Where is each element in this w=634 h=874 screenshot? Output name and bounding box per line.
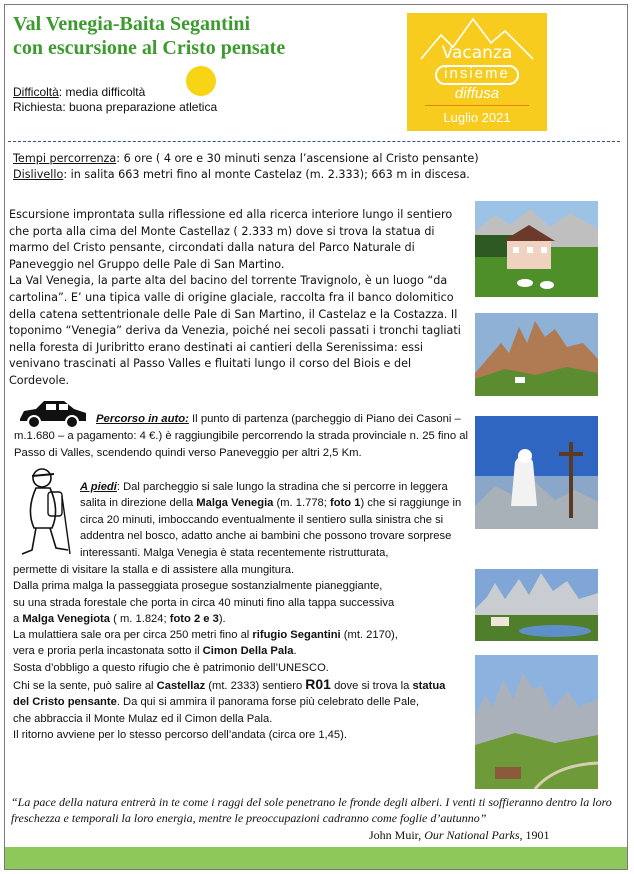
- route-line-3: su una strada forestale che porta in circa 40 minuti fino alla tappa successiva: [13, 596, 395, 609]
- quote-text: “La pace della natura entrerà in te come i raggi del sole penetrano le fronde degli alberi. I venti ti soffieranno dentro la loro freschezza e temporali la loro energia, mentre le preoccupazioni cadranno come foglie d’autunno”: [11, 795, 612, 825]
- intro-p1: Escursione improntata sulla riflessione ed alla ricerca interiore lungo il sentiero che porta alla cima del Monte Castellaz ( 2.333 m) dove si trova la statua di marmo del Cristo pensante, circondati dalla natura del Parco Naturale di Paneveggio nel Gruppo delle Pale di San Martino.: [9, 208, 453, 271]
- cristo-pensante-bold: del Cristo pensante: [13, 696, 117, 709]
- logo-line-1: Vacanza: [441, 43, 513, 63]
- auto-label: Percorso in auto:: [96, 413, 189, 425]
- piedi-text-3: ) che si raggiunge in circa 20 minuti, imboccando eventualmente il sentiero sulla sinistra che si addentra nel bosco, adatto anche ai bambini che possono trovare sorprese interessanti. Malga Venegia è stata recentemente ristrutturata,: [80, 497, 462, 559]
- route-line-8e: dove si trova la: [330, 680, 413, 693]
- dashed-separator: [8, 141, 620, 142]
- vacanza-insieme-logo: [407, 13, 547, 131]
- cimon-della-pala-bold: Cimon Della Pala: [202, 645, 294, 658]
- malga-venegia-bold: Malga Venegia: [196, 497, 274, 510]
- quote-citation: [369, 828, 550, 843]
- intro-paragraph: [9, 207, 461, 390]
- difficulty-label: Difficoltà: [13, 85, 59, 99]
- auto-text: Il punto di partenza (parcheggio di Piano dei Casoni – m.1.680 – a pagamento: 4 €.) è raggiungibile percorrendo la strada provinciale n. 25 fino al Passo di Valles, scendendo quindi verso Paneveggio per altri 2,5 Km.: [14, 413, 469, 459]
- photo-baita-segantini: [475, 569, 598, 641]
- route-line-8a: Chi se la sente, può salire al: [13, 680, 157, 693]
- title-line-1: Val Venegia-Baita Segantini: [13, 13, 251, 35]
- foto23-bold: foto 2 e 3: [169, 612, 219, 625]
- route-line-6a: vera e proria perla incastonata sotto il: [13, 645, 203, 658]
- footer-bar: [5, 847, 627, 869]
- piedi-paragraph: [80, 479, 468, 561]
- foto1-bold: foto 1: [330, 497, 361, 510]
- route-line-5a: La mulattiera sale ora per circa 250 metri fino al: [13, 629, 253, 642]
- logo-line-3: diffusa: [454, 85, 500, 102]
- difficulty-block: [13, 85, 217, 115]
- logo-line-4: Luglio 2021: [443, 110, 511, 125]
- intro-p2: La Val Venegia, la parte alta del bacino del torrente Travignolo, è un luogo “da cartolina”. E’ una tipica valle di origine glaciale, raccolta fra il banco dolomitico della catena settentrionale delle Pale di San Martino, il Castelaz e la Costazza. Il toponimo “Venegia” deriva da Venezia, poiché nei secoli passati i tronchi tagliati nella foresta di Juribritto erano destinati ai cantieri della Serenissima: essi venivano trascinati al Passo Valles e fluitati lungo il corso del Biois e del Cordevole.: [9, 274, 461, 387]
- statua-bold: statua: [412, 680, 446, 693]
- route-line-10: che abbraccia il Monte Mulaz ed il Cimon della Pala.: [13, 712, 273, 725]
- castellaz-bold: Castellaz: [156, 680, 206, 693]
- route-line-2: Dalla prima malga la passeggiata prosegue sostanzialmente pianeggiante,: [13, 580, 383, 593]
- auto-paragraph: [14, 411, 472, 462]
- dislivello-value: : in salita 663 metri fino al monte Castelaz (m. 2.333); 663 m in discesa.: [63, 168, 470, 181]
- title-line-2: con escursione al Cristo pensate: [13, 37, 286, 59]
- photo-cristo-pensante: [475, 416, 598, 529]
- quote-year: , 1901: [519, 828, 550, 842]
- piedi-text-1: : Dal parcheggio si sale lungo la stradina che si percorre in leggera salita in direzione della: [80, 481, 448, 510]
- route-line-8c: (mt. 2333) sentiero: [205, 680, 306, 693]
- route-line-7: Sosta d’obbligo a questo rifugio che è patrimonio dell’UNESCO.: [13, 661, 329, 674]
- photo-cimon-della-pala: [475, 655, 598, 789]
- route-line-1: permette di visitare la stalla e di assistere alla mungitura.: [13, 564, 295, 576]
- route-line-9b: . Da qui si ammira il panorama forse più celebrato delle Pale,: [116, 696, 420, 709]
- r01-trail-bold: R01: [305, 676, 331, 693]
- logo-line-2: insieme: [444, 65, 510, 82]
- piedi-label: A piedi: [80, 481, 117, 493]
- info-block: [13, 151, 479, 183]
- photo-dolomite-peaks: [475, 313, 598, 396]
- photo-malga-venegia: [475, 201, 598, 297]
- route-paragraph: [13, 562, 471, 743]
- malga-venegiota-bold: Malga Venegiota: [22, 612, 111, 625]
- dislivello-label: Dislivello: [13, 168, 64, 181]
- hiker-icon: [14, 466, 76, 560]
- page-title: [13, 12, 285, 60]
- quote-book: Our National Parks: [424, 828, 520, 842]
- route-line-4a: a: [13, 612, 23, 625]
- route-line-4e: ).: [218, 612, 226, 625]
- requirement-text: Richiesta: buona preparazione atletica: [13, 100, 218, 114]
- route-line-6c: .: [293, 645, 297, 658]
- difficulty-value: : media difficoltà: [58, 85, 146, 99]
- quote-author: John Muir,: [369, 828, 422, 842]
- tempi-value: : 6 ore ( 4 ore e 30 minuti senza l’ascensione al Cristo pensante): [116, 152, 479, 165]
- rifugio-segantini-bold: rifugio Segantini: [252, 629, 341, 642]
- route-line-4c: ( m. 1.824;: [110, 612, 170, 625]
- route-line-5c: (mt. 2170),: [340, 629, 398, 642]
- piedi-text-2: (m. 1.778;: [273, 497, 330, 510]
- tempi-label: Tempi percorrenza: [13, 152, 117, 165]
- route-line-11: Il ritorno avviene per lo stesso percorso dell’andata (circa ore 1,45).: [13, 728, 347, 741]
